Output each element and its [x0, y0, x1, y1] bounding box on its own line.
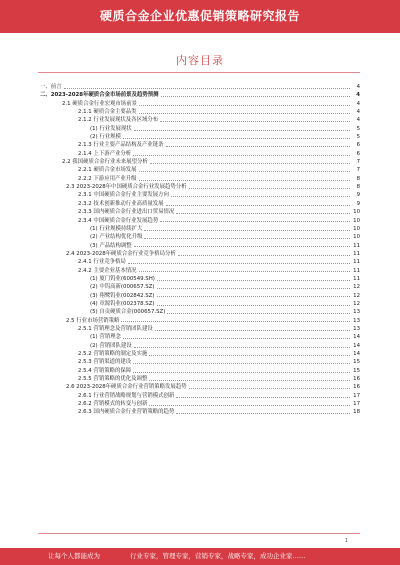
toc-entry[interactable] [40, 300, 360, 308]
toc-entry-title: 2.2 我国硬质合金行业未来展望分析 [62, 159, 148, 166]
toc-entry-title: 2.6.2 营销模式的转变与创新 [78, 401, 148, 408]
toc-entry-page: 9 [356, 192, 360, 199]
toc-leader-dots [161, 91, 351, 97]
toc-leader-dots [134, 342, 350, 348]
toc-leader-dots [176, 208, 350, 214]
toc-entry[interactable] [40, 333, 360, 341]
toc-entry[interactable] [40, 108, 360, 116]
toc-leader-dots [121, 317, 350, 323]
toc-entry-page: 14 [353, 351, 360, 357]
toc-entry-title: 2.5.1 营销理念及营销团队建设 [78, 325, 153, 332]
toc-entry-page: 12 [353, 284, 360, 291]
toc-leader-dots [155, 325, 350, 331]
toc-entry-page: 14 [353, 342, 360, 349]
toc-leader-dots [64, 83, 350, 89]
toc-leader-dots [144, 233, 350, 239]
toc-entry-title: 2.6.3 国内硬质合金行业营销策略的趋势 [78, 409, 175, 416]
footer-slogan-left: 让每个人都能成为 [48, 552, 100, 560]
toc-entry[interactable] [40, 141, 360, 149]
toc-entry-page: 17 [353, 392, 360, 399]
toc-entry[interactable] [40, 166, 360, 174]
toc-entry-page: 10 [353, 225, 360, 232]
toc-entry[interactable] [40, 267, 360, 275]
toc-entry-title: 2.4 2023-2028年硬质合金行业竞争格局分析 [66, 250, 176, 257]
toc-leader-dots [157, 292, 350, 298]
toc-entry[interactable] [40, 350, 360, 358]
toc-leader-dots [139, 166, 350, 172]
toc-entry-title: (3) 翔鹭钨业(002842.SZ) [90, 292, 155, 299]
toc-leader-dots [150, 158, 350, 164]
toc-entry-title: 2.5.3 营销渠道的建设 [78, 359, 132, 366]
toc-entry-page: 4 [356, 84, 360, 90]
toc-entry-page: 16 [353, 384, 360, 391]
toc-entry-page: 10 [353, 217, 360, 224]
toc-entry-page: 13 [353, 309, 360, 316]
toc-entry-title: (4) 章源钨业(002378.SZ) [90, 300, 155, 307]
toc-leader-dots [166, 141, 350, 147]
toc-entry-page: 12 [353, 292, 360, 299]
toc-leader-dots [139, 175, 350, 181]
toc-entry-title: 2.3.4 中国硬质合金行业发展趋势 [78, 217, 159, 224]
toc-leader-dots [149, 375, 350, 381]
toc-entry[interactable] [40, 83, 360, 91]
toc-leader-dots [157, 283, 350, 289]
toc-entry[interactable] [40, 233, 360, 241]
toc-entry[interactable] [40, 250, 360, 258]
toc-leader-dots [176, 408, 350, 414]
toc-entry-page: 4 [356, 117, 360, 124]
toc-leader-dots [134, 242, 350, 248]
toc-leader-dots [167, 308, 350, 314]
toc-entry-page: 13 [353, 325, 360, 332]
toc-entry-title: 2.3.1 中国硬质合金行业主要发展方向 [78, 192, 169, 199]
toc-entry-page: 11 [353, 275, 360, 282]
toc-entry-title: 一、前言 [40, 84, 62, 90]
toc-leader-dots [123, 333, 350, 339]
toc-leader-dots [139, 100, 350, 106]
toc-leader-dots [139, 108, 350, 114]
toc-entry-title: 2.5.5 营销策略的优化及调整 [78, 376, 148, 383]
toc-entry-page: 11 [353, 250, 360, 257]
toc-entry[interactable] [40, 158, 360, 166]
toc-entry[interactable] [40, 375, 360, 383]
toc-entry[interactable] [40, 217, 360, 225]
toc-entry-page: 10 [353, 209, 360, 216]
toc-entry-title: (5) 自贡硬质合金(000657.SZ) [90, 309, 166, 316]
toc-leader-dots [178, 250, 350, 256]
toc-entry-page: 14 [353, 334, 360, 341]
toc-entry-title: (2) 营销团队建设 [90, 342, 132, 349]
toc-leader-dots [157, 275, 350, 281]
toc-entry[interactable] [40, 317, 360, 325]
toc-entry[interactable] [40, 208, 360, 216]
toc-entry[interactable] [40, 308, 360, 316]
toc-entry-page: 4 [356, 92, 360, 99]
toc-entry-title: (1) 行业发展现状 [90, 125, 132, 132]
toc-entry[interactable] [40, 325, 360, 333]
toc-entry-title: 2.2.2 下游应用产业升级 [78, 175, 137, 182]
toc-entry-title: (3) 产品结构调整 [90, 242, 132, 249]
toc-entry-page: 13 [353, 317, 360, 324]
toc-entry[interactable] [40, 116, 360, 124]
toc-entry-page: 11 [353, 267, 360, 274]
toc-entry-title: 2.2.1 硬质合金市场发展 [78, 167, 137, 174]
toc-entry-title: 二、2023-2028年硬质合金市场前景及趋势预测 [40, 92, 159, 99]
toc-entry-title: 2.3.2 技术创新推动行业高质量发展 [78, 200, 164, 207]
toc-entry[interactable] [40, 125, 360, 133]
toc-entry-page: 4 [356, 109, 360, 116]
toc-leader-dots [149, 400, 350, 406]
toc-entry[interactable] [40, 200, 360, 208]
toc-entry-page: 7 [356, 167, 360, 174]
toc-leader-dots [133, 367, 350, 373]
toc-leader-dots [149, 350, 350, 356]
toc-entry[interactable] [40, 191, 360, 199]
toc-entry-page: 16 [353, 376, 360, 383]
toc-entry-page: 15 [353, 367, 360, 374]
toc-entry[interactable] [40, 408, 360, 416]
toc-entry[interactable] [40, 342, 360, 350]
footer-slogan-right: 行业专家，管理专家，营销专家，战略专家，成功企业家…… [130, 552, 306, 560]
toc-entry-page: 8 [356, 184, 360, 191]
toc-entry-title: 2.6 2023-2028年硬质合金行业营销策略发展趋势 [66, 384, 187, 391]
toc-heading: 内容目录 [176, 54, 224, 67]
toc-entry[interactable] [40, 392, 360, 400]
toc-entry-title: 2.1.4 上下游产业分析 [78, 150, 132, 157]
toc-entry-page: 18 [353, 409, 360, 416]
toc-entry-title: 2.4.2 主要企业基本情况 [78, 267, 137, 274]
toc-entry[interactable] [40, 400, 360, 408]
toc-entry[interactable] [40, 258, 360, 266]
toc-entry[interactable] [40, 100, 360, 108]
toc-entry-page: 12 [353, 300, 360, 307]
toc-leader-dots [189, 183, 350, 189]
table-of-contents [40, 83, 360, 417]
toc-entry[interactable] [40, 225, 360, 233]
toc-leader-dots [134, 125, 350, 131]
toc-leader-dots [123, 133, 350, 139]
toc-leader-dots [189, 383, 350, 389]
toc-divider-bottom [38, 533, 360, 534]
toc-entry-page: 11 [353, 259, 360, 266]
toc-leader-dots [144, 225, 350, 231]
toc-entry-title: 2.1 硬质合金行业宏观市场前景 [62, 100, 137, 107]
toc-entry-title: (2) 中钨高新(000657.SZ) [90, 284, 155, 291]
toc-entry[interactable] [40, 183, 360, 191]
toc-entry[interactable] [40, 292, 360, 300]
toc-entry-page: 11 [353, 242, 360, 249]
toc-leader-dots [133, 358, 350, 364]
toc-entry-title: (1) 行业规模持续扩大 [90, 225, 143, 232]
toc-leader-dots [157, 300, 350, 306]
toc-entry-title: (1) 营销理念 [90, 334, 121, 341]
toc-entry[interactable] [40, 275, 360, 283]
toc-entry-page: 15 [353, 359, 360, 366]
toc-entry-title: 2.5.4 营销策略的保障 [78, 367, 132, 374]
toc-entry-page: 5 [356, 125, 360, 132]
page-number: 1 [344, 538, 348, 544]
toc-entry-title: 2.4.1 行业竞争格局 [78, 259, 126, 266]
toc-leader-dots [160, 217, 350, 223]
toc-entry-title: 2.5.2 营销策略的制定及实施 [78, 351, 148, 357]
report-title: 硬质合金企业优惠促销策略研究报告 [99, 9, 300, 23]
toc-entry[interactable] [40, 133, 360, 141]
toc-entry-title: (2) 行业规模 [90, 134, 121, 141]
toc-entry[interactable] [40, 150, 360, 158]
toc-entry[interactable] [40, 175, 360, 183]
toc-entry-page: 17 [353, 401, 360, 408]
toc-leader-dots [166, 200, 350, 206]
toc-entry-title: 2.6.1 行业营销战略规划与营销模式创新 [78, 392, 175, 399]
toc-entry-page: 9 [356, 200, 360, 207]
toc-divider-top [38, 72, 360, 73]
toc-entry-page: 10 [353, 234, 360, 241]
toc-leader-dots [139, 267, 350, 273]
toc-leader-dots [176, 392, 350, 398]
toc-entry-title: 2.1.1 硬质合金主要品类 [78, 109, 137, 116]
toc-entry[interactable] [40, 242, 360, 250]
toc-entry-page: 5 [356, 134, 360, 141]
toc-entry-page: 6 [356, 142, 360, 149]
toc-entry[interactable] [40, 283, 360, 291]
toc-entry-title: (1) 厦门钨业(600549.SH) [90, 275, 155, 282]
toc-entry[interactable] [40, 367, 360, 375]
footer-banner [0, 548, 400, 565]
toc-entry-title: 2.3.3 国内硬质合金行业进出口贸易情况 [78, 209, 175, 216]
toc-leader-dots [160, 116, 350, 122]
toc-entry[interactable] [40, 358, 360, 366]
toc-entry-title: 2.1.2 行业发展现状及各区域分布 [78, 117, 159, 124]
toc-entry-title: 2.5 行业市场营销策略 [66, 317, 120, 324]
toc-entry-page: 8 [356, 175, 360, 182]
toc-entry-page: 4 [356, 100, 360, 107]
toc-leader-dots [128, 258, 350, 264]
toc-entry-page: 7 [356, 159, 360, 166]
toc-entry[interactable] [40, 383, 360, 391]
toc-entry-title: (2) 产业结构优化升级 [90, 234, 143, 241]
toc-leader-dots [171, 191, 350, 197]
toc-entry-page: 6 [356, 150, 360, 157]
toc-entry-title: 2.1.3 行业主要产品结构及产业链条 [78, 142, 164, 149]
toc-leader-dots [133, 150, 350, 156]
toc-entry[interactable] [40, 91, 360, 99]
toc-entry-title: 2.3 2023-2028年中国硬质合金行业发展趋势分析 [66, 184, 187, 191]
report-title-banner [0, 0, 400, 33]
